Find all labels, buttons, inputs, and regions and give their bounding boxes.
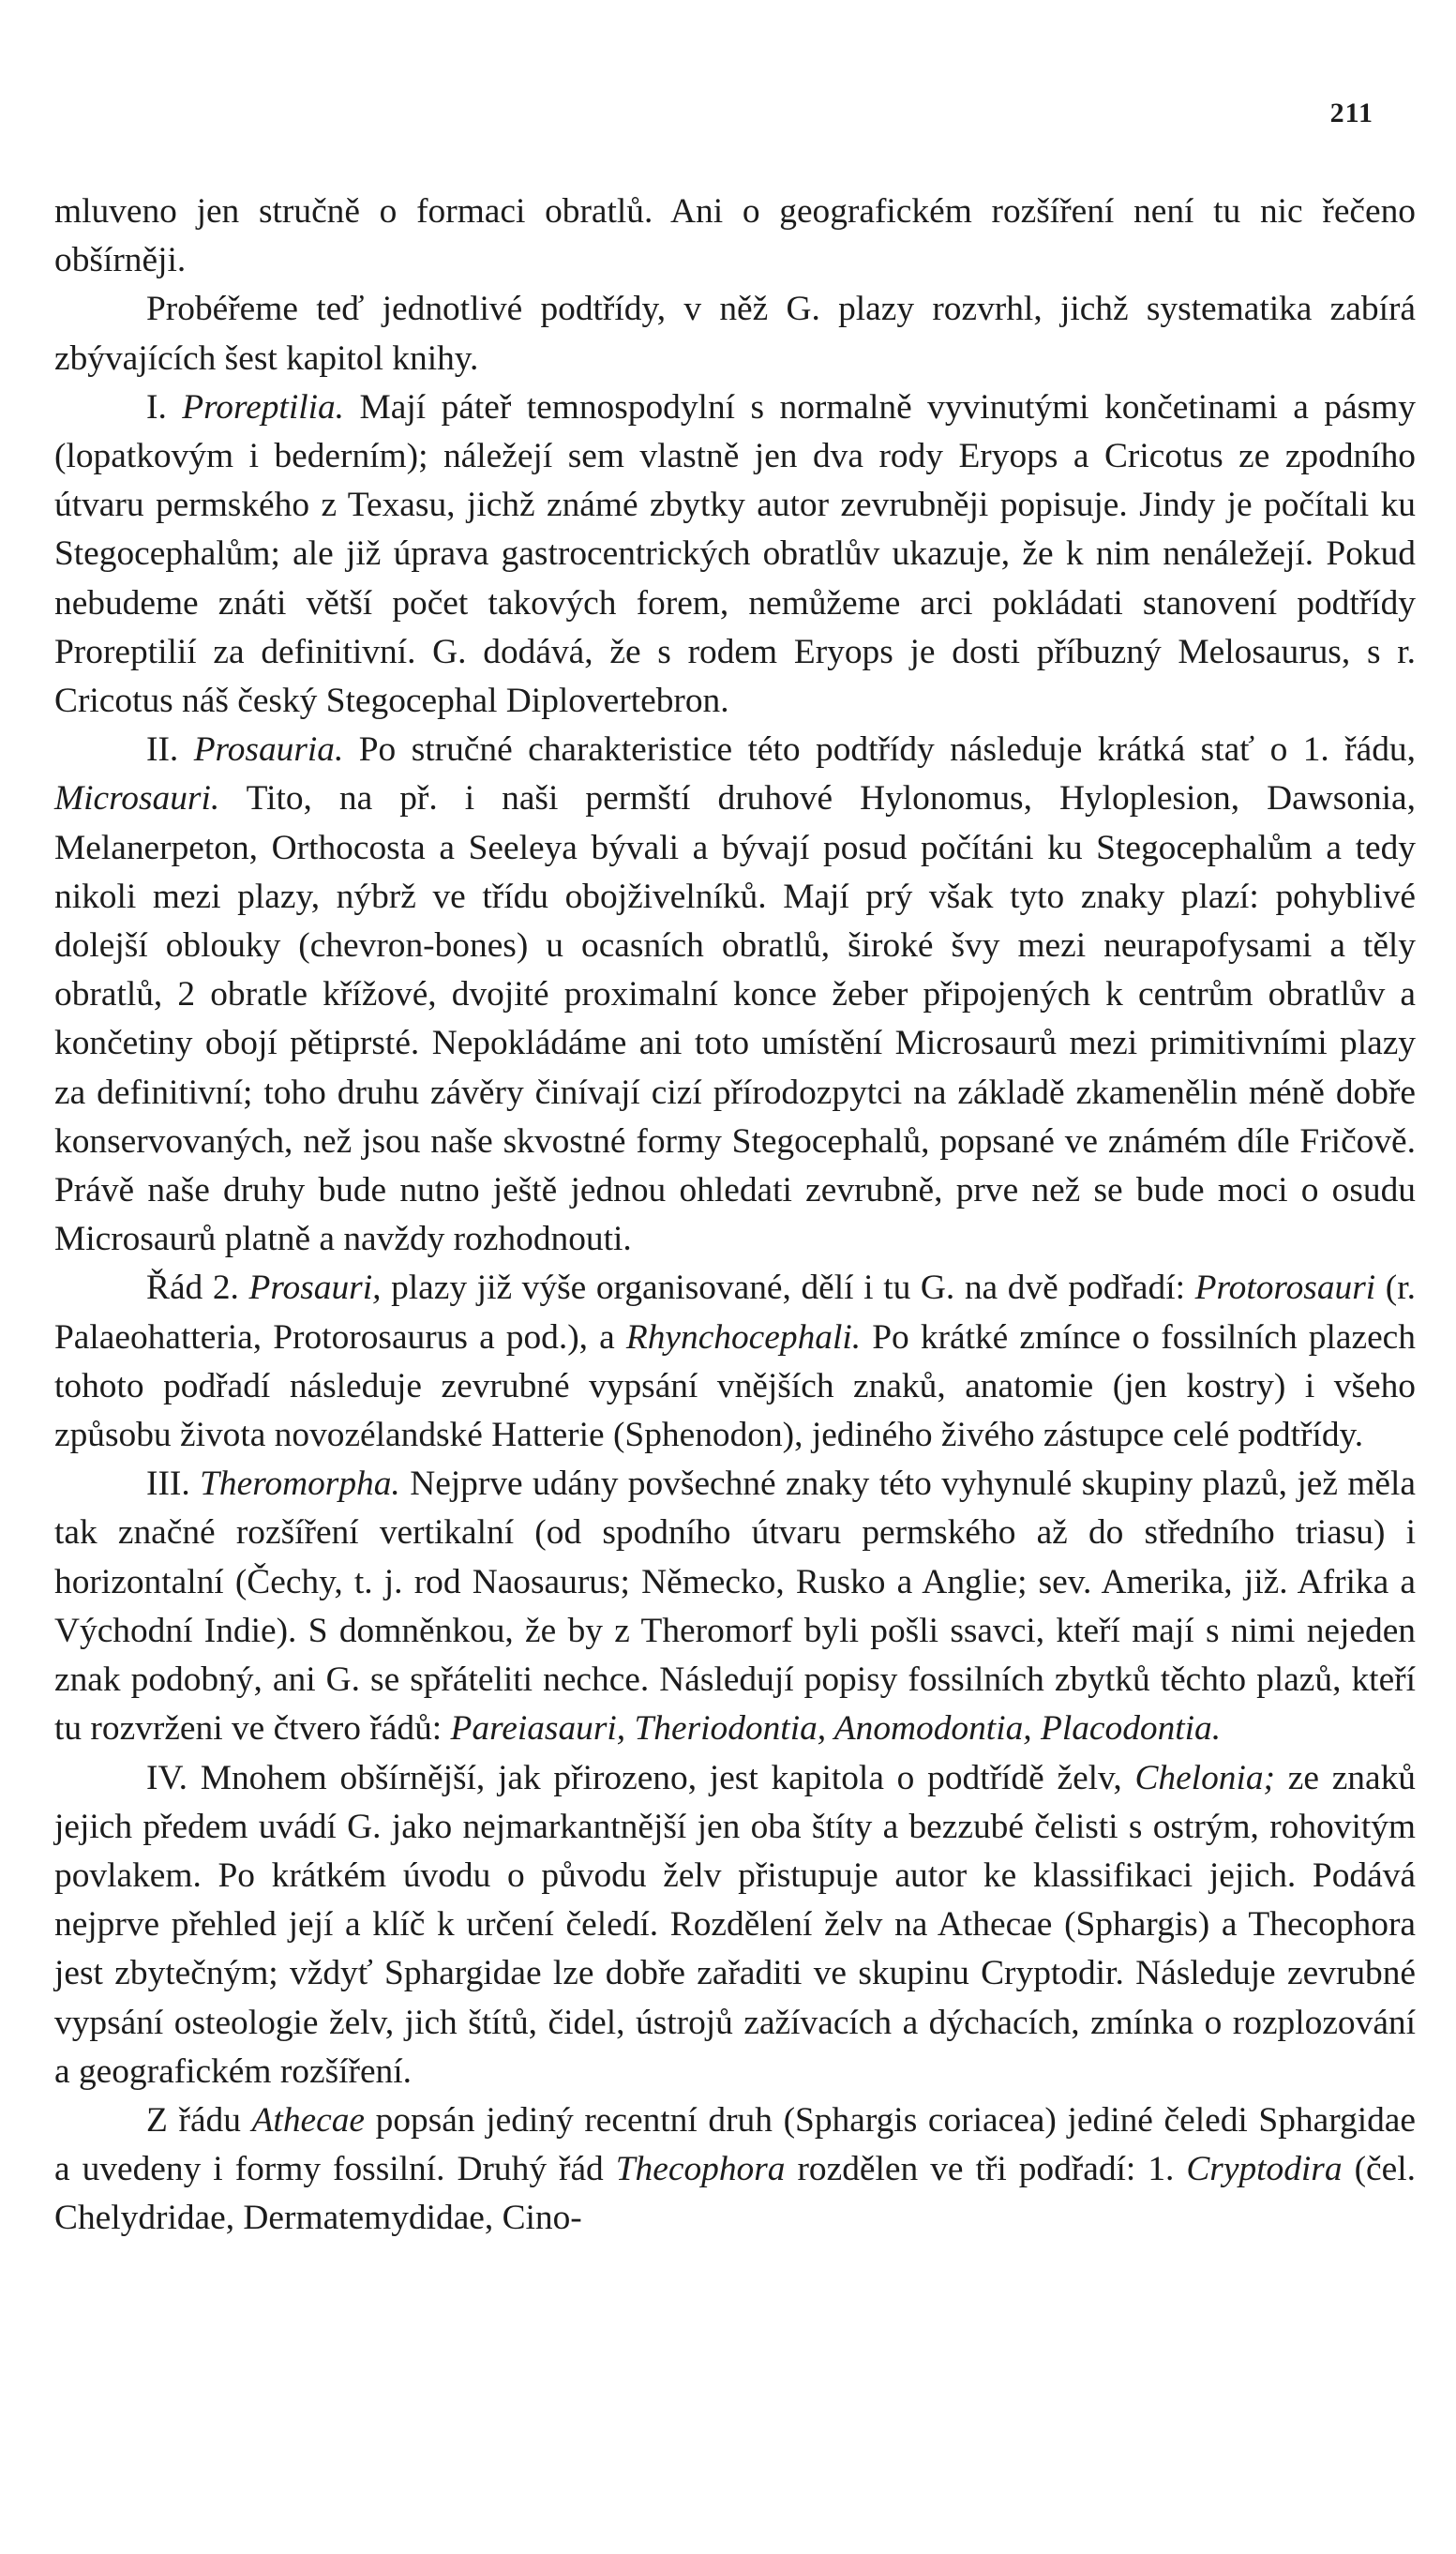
taxon-name: Prosauria. — [193, 730, 344, 770]
paragraph-chelonia — [54, 1754, 1416, 2096]
taxon-name: Athecae — [251, 2100, 365, 2140]
paragraph-2: Probéřeme teď jednotlivé podtřídy, v něž G. plazy rozvrhl, jichž systematika zabírá zbývajících šest kapitol knihy. — [54, 290, 1416, 378]
body-text — [54, 188, 1416, 2244]
paragraph-text: Po krátké zmínce o fossilních plazech tohoto podřadí následuje zevrubné vypsání vnějších znaků, anatomie (jen kostry) i všeho způsobu života novozélandské Hatterie (Sphenodon), jediného živého zástupce celé podtřídy. — [54, 1317, 1416, 1455]
paragraph-prosauri — [54, 1264, 1416, 1460]
paragraph-text: rozdělen ve tři podřadí: 1. — [797, 2150, 1175, 2189]
order-label: Řád 2. — [146, 1269, 239, 1308]
paragraph-text: Po stručné charakteristice této podtřídy následuje krátká stať o 1. řádu, — [358, 730, 1416, 770]
taxon-name: Rhynchocephali. — [625, 1317, 862, 1357]
taxon-name: Proreptilia. — [182, 387, 345, 427]
taxon-name: Protorosauri — [1194, 1269, 1376, 1308]
section-number: II. — [146, 730, 179, 770]
paragraph-1: mluveno jen stručně o formaci obratlů. Ani o geografickém rozšíření není tu nic řečeno obšírněji. — [54, 192, 1416, 280]
taxon-name: Cryptodira — [1186, 2150, 1343, 2189]
paragraph-text: Tito, na př. i naši permští druhové Hylonomus, Hyloplesion, Dawsonia, Melanerpeton, Orthocosta a Seeleya bývali a bývají posud počítáni ku Stegocephalům a tedy nikoli mezi plazy, nýbrž ve třídu obojživelníků. Mají prý však tyto znaky plazí: pohyblivé dolejší oblouky (chevron-bones) u ocasních obratlů, široké švy mezi neurapofysami a těly obratlů, 2 obratle křížové, dvojité proximalní konce žeber připojených k centrům obratlův a končetiny obojí pětiprsté. Nepokládáme ani toto umístění Microsaurů mezi primitivními plazy za definitivní; toho druhu závěry činívají cizí přírodozpytci na základě zkamenělin méně dobře konservovaných, než jsou naše skvostné formy Stegocephalů, popsané ve známém díle Fričově. Právě naše druhy bude nutno ještě jednou ohledati zevrubně, prve než se bude moci o osudu Microsaurů platně a navždy rozhodnouti. — [54, 779, 1416, 1259]
paragraph-text: Mají páteř temnospodylní s normalně vyvinutými končetinami a pásmy (lopatkovým i bederním); náležejí sem vlastně jen dva rody Eryops a Cricotus ze zpodního útvaru permského z Texasu, jichž známé zbytky autor zevrubněji popisuje. Jindy je počítali ku Stegocephalům; ale již úprava gastrocentrických obratlův ukazuje, že k nim nenáležejí. Pokud nebudeme znáti větší počet takových forem, nemůžeme arci pokládati stanovení podtřídy Proreptilií za definitivní. G. dodává, že s rodem Eryops je dosti příbuzný Melosaurus, s r. Cricotus náš český Stegocephal Diplovertebron. — [54, 387, 1416, 721]
taxon-list: Pareiasauri, Theriodontia, Anomodontia, Placodontia. — [450, 1709, 1222, 1749]
paragraph-proreptilia — [54, 383, 1416, 726]
taxon-name: Prosauri, — [248, 1269, 382, 1308]
paragraph-athecae — [54, 2096, 1416, 2244]
paragraph-text: IV. Mnohem obšírnější, jak přirozeno, jest kapitola o podtřídě želv, — [146, 1758, 1122, 1797]
paragraph-text: plazy již výše organisované, dělí i tu G. na dvě podřadí: — [391, 1269, 1185, 1308]
section-number: I. — [146, 387, 167, 427]
paragraph-text: popsán jediný recentní druh (Sphargis coriacea) jediné čeledi Sphargidae a uvedeny i formy fossilní. Druhý řád — [54, 2100, 1416, 2189]
paragraph-text: (čel. Chelydridae, Dermatemydidae, Cino- — [54, 2150, 1416, 2238]
paragraph-prosauria — [54, 726, 1416, 1264]
page-number: 211 — [1329, 98, 1373, 128]
paragraph-theromorpha — [54, 1460, 1416, 1753]
taxon-name: Thecophora — [615, 2150, 786, 2189]
paragraph-text: Z řádu — [146, 2100, 241, 2140]
taxon-name: Theromorpha. — [200, 1465, 400, 1504]
section-number: III. — [146, 1465, 190, 1504]
taxon-name: Chelonia; — [1134, 1758, 1275, 1797]
taxon-name: Microsauri. — [54, 779, 220, 819]
paragraph-text: ze znaků jejich předem uvádí G. jako nejmarkantnější jen oba štíty a bezzubé čelisti s ostrým, rohovitým povlakem. Po krátkém úvodu o původu želv přistupuje autor ke klassifikaci jejich. Podává nejprve přehled její a klíč k určení čeledí. Rozdělení želv na Athecae (Sphargis) a Thecophora jest zbytečným; vždyť Sphargidae lze dobře zařaditi ve skupinu Cryptodir. Následuje zevrubné vypsání osteologie želv, jich štítů, čidel, ústrojů zažívacích a dýchacích, zmínka o rozplozování a geografickém rozšíření. — [54, 1758, 1416, 2091]
paragraph-text: (r. Palaeohatteria, Protorosaurus a pod.), a — [54, 1269, 1416, 1357]
paragraph-text: Nejprve udány povšechné znaky této vyhynulé skupiny plazů, jež měla tak značné rozšíření vertikalní (od spodního útvaru permského až do středního triasu) i horizontalní (Čechy, t. j. rod Naosaurus; Německo, Rusko a Anglie; sev. Amerika, již. Afrika a Východní Indie). S domněnkou, že by z Theromorf byli pošli ssavci, kteří mají s nimi nejeden znak podobný, ani G. se spřáteliti nechce. Následují popisy fossilních zbytků těchto plazů, kteří tu rozvrženi ve čtvero řádů: — [54, 1465, 1416, 1749]
